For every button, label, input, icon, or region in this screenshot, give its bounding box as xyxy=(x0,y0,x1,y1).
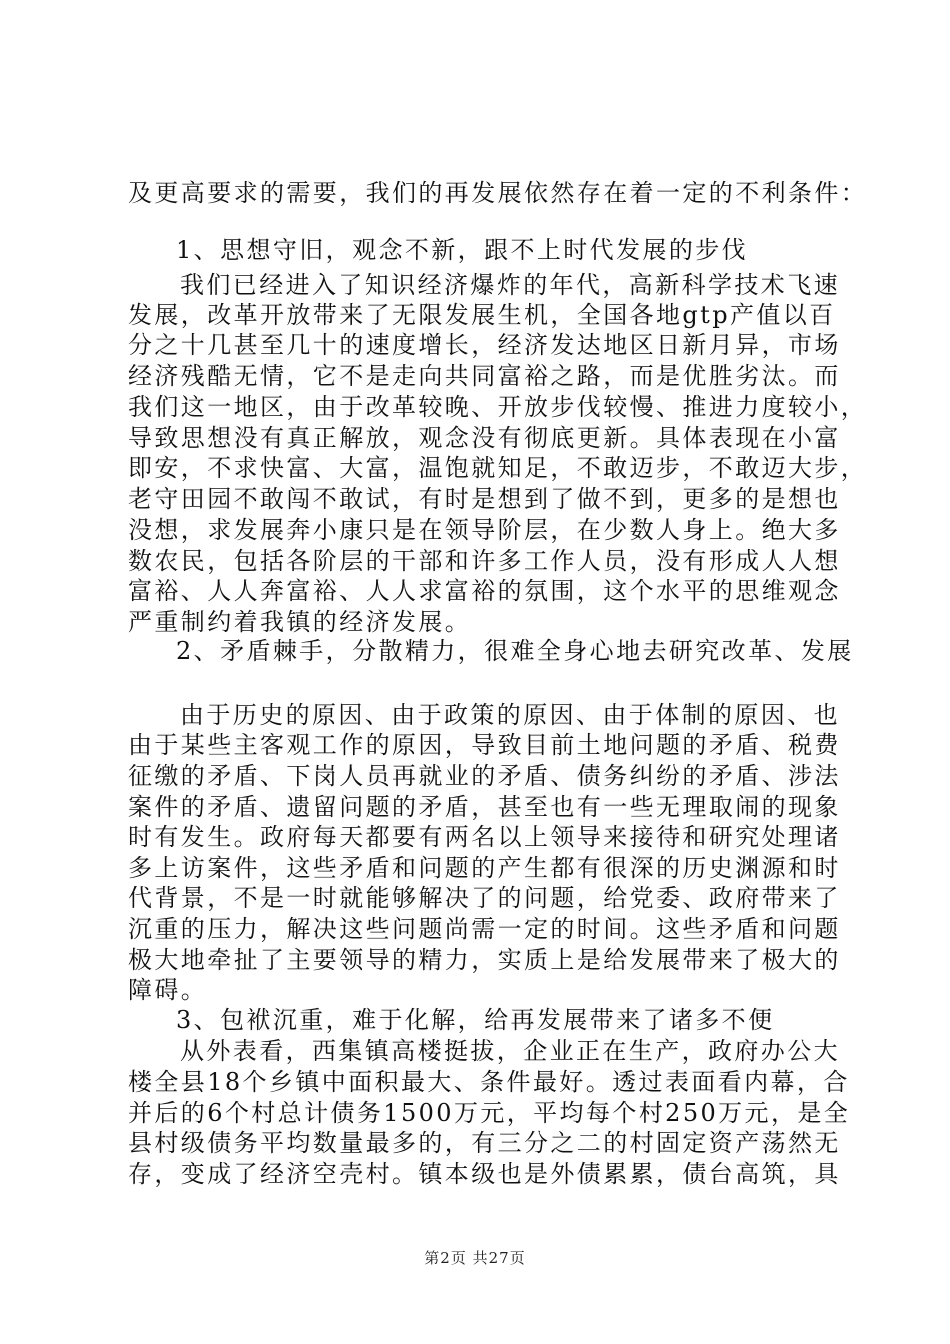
text-line: 由于历史的原因、由于政策的原因、由于体制的原因、也 xyxy=(180,701,840,729)
text-line: 及更高要求的需要，我们的再发展依然存在着一定的不利条件： xyxy=(128,179,868,207)
section-heading: 2、矛盾棘手，分散精力，很难全身心地去研究改革、发展 xyxy=(176,637,854,665)
text-line: 严重制约着我镇的经济发展。 xyxy=(128,608,472,636)
text-line: 案件的矛盾、遗留问题的矛盾，甚至也有一些无理取闹的现象 xyxy=(128,793,841,821)
text-line: 没想，求发展奔小康只是在领导阶层，在少数人身上。绝大多 xyxy=(128,516,841,544)
text-line: 发展，改革开放带来了无限发展生机，全国各地gtp产值以百 xyxy=(128,301,836,329)
page-number: 第2页 共27页 xyxy=(424,1249,526,1267)
text-line: 时有发生。政府每天都要有两名以上领导来接待和研究处理诸 xyxy=(128,823,841,851)
text-line: 征缴的矛盾、下岗人员再就业的矛盾、债务纠纷的矛盾、涉法 xyxy=(128,762,841,790)
text-line: 富裕、人人奔富裕、人人求富裕的氛围，这个水平的思维观念 xyxy=(128,577,841,605)
text-line: 经济残酷无情，它不是走向共同富裕之路，而是优胜劣汰。而 xyxy=(128,362,841,390)
text-line: 即安，不求快富、大富，温饱就知足，不敢迈步，不敢迈大步， xyxy=(128,454,868,482)
text-line: 障碍。 xyxy=(128,976,208,1004)
text-line: 楼全县18个乡镇中面积最大、条件最好。透过表面看内幕，合 xyxy=(128,1068,850,1096)
text-line: 代背景，不是一时就能够解决了的问题，给党委、政府带来了 xyxy=(128,884,841,912)
text-line: 沉重的压力，解决这些问题尚需一定的时间。这些矛盾和问题 xyxy=(128,915,841,943)
text-line: 极大地牵扯了主要领导的精力，实质上是给发展带来了极大的 xyxy=(128,946,841,974)
section-heading: 3、包袱沉重，难于化解，给再发展带来了诸多不便 xyxy=(176,1006,775,1034)
text-line: 我们这一地区，由于改革较晚、开放步伐较慢、推进力度较小， xyxy=(128,393,868,421)
text-line: 多上访案件，这些矛盾和问题的产生都有很深的历史渊源和时 xyxy=(128,854,841,882)
text-line: 分之十几甚至几十的速度增长，经济发达地区日新月异，市场 xyxy=(128,331,841,359)
text-line: 并后的6个村总计债务1500万元，平均每个村250万元，是全 xyxy=(128,1099,851,1127)
section-heading: 1、思想守旧，观念不新，跟不上时代发展的步伐 xyxy=(176,236,749,264)
text-line: 老守田园不敢闯不敢试，有时是想到了做不到，更多的是想也 xyxy=(128,485,841,513)
text-line: 由于某些主客观工作的原因，导致目前土地问题的矛盾、税费 xyxy=(128,731,841,759)
text-line: 导致思想没有真正解放，观念没有彻底更新。具体表现在小富 xyxy=(128,424,841,452)
text-line: 数农民，包括各阶层的干部和许多工作人员，没有形成人人想 xyxy=(128,547,841,575)
text-line: 从外表看，西集镇高楼挺拔，企业正在生产，政府办公大 xyxy=(180,1037,840,1065)
text-line: 县村级债务平均数量最多的，有三分之二的村固定资产荡然无 xyxy=(128,1129,841,1157)
text-line: 存，变成了经济空壳村。镇本级也是外债累累，债台高筑，具 xyxy=(128,1160,841,1188)
text-line: 我们已经进入了知识经济爆炸的年代，高新科学技术飞速 xyxy=(180,271,840,299)
